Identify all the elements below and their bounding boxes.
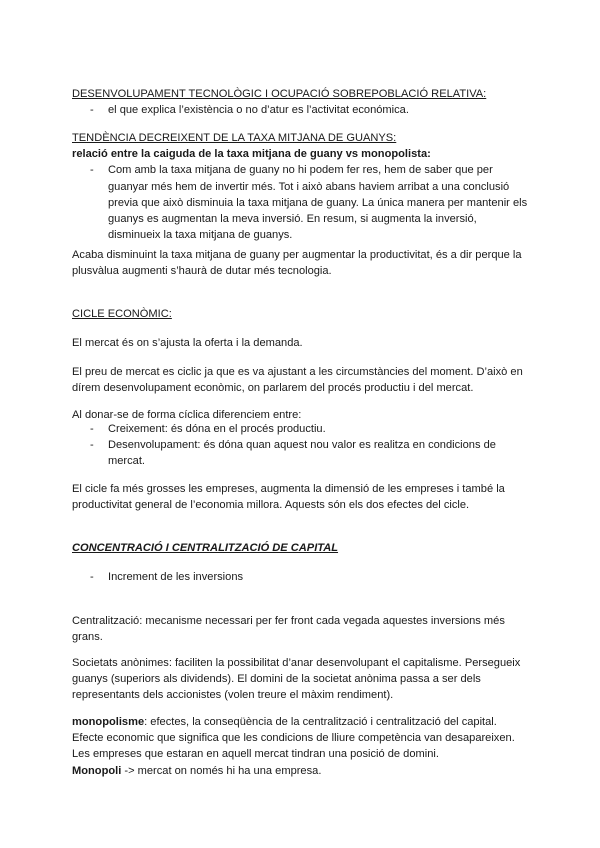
paragraph: Centralització: mecanisme necessari per fer front cada vegada aquestes inversions més grans.	[72, 615, 505, 644]
heading-economic-cycle: CICLE ECONÒMIC:	[72, 308, 172, 320]
monopoly-notes	[72, 714, 532, 779]
bullet-list	[72, 569, 532, 585]
term-definition: : efectes, la conseqüència de la centralització i centralització del capital.	[144, 716, 497, 728]
heading-profit-rate: TENDÈNCIA DECREIXENT DE LA TAXA MITJANA DE GUANYS:	[72, 132, 397, 144]
term-monopolisme: monopolisme	[72, 716, 145, 728]
list-item: - Com amb la taxa mitjana de guany no hi podem fer res, hem de saber que per guanyar més hem de invertir més. Tot i això abans haviem arribat a una conclusió previa que això disminuia la taxa mitjana de guany. La única manera per mantenir els guanys es augmentan la meva inversió. En resum, si augmenta la inversió, disminueix la taxa mitjana de guanys.	[72, 162, 532, 243]
paragraph: Acaba disminuint la taxa mitjana de guany per augmentar la productivitat, és a dir perque la plusvàlua augmenti s’haurà de dutar més tecnologia.	[72, 249, 522, 278]
term-monopoli: Monopoli	[72, 764, 122, 777]
bullet-list	[72, 102, 532, 118]
paragraph: Efecte economic que significa que les condicions de lliure competència van desapareixen.	[72, 732, 515, 745]
subheading-monopolist: relació entre la caiguda de la taxa mitjana de guany vs monopolista:	[72, 148, 431, 161]
bullet-list	[72, 421, 532, 470]
list-item: - Desenvolupament: és dóna quan aquest nou valor es realitza en condicions de mercat.	[72, 437, 532, 469]
list-item: - Creixement: és dóna en el procés productiu.	[72, 421, 532, 437]
heading-tech-development: DESENVOLUPAMENT TECNOLÒGIC I OCUPACIÓ SOBREPOBLACIÓ RELATIVA:	[72, 88, 487, 100]
bullet-list	[72, 162, 532, 243]
section-profit-rate	[72, 130, 532, 243]
section-tech-development	[72, 86, 532, 118]
heading-capital-concentration: CONCENTRACIÓ I CENTRALITZACIÓ DE CAPITAL	[72, 542, 339, 554]
paragraph	[72, 763, 532, 779]
paragraph: El preu de mercat es ciclic ja que es va ajustant a les circumstàncies del moment. D’això en dírem desenvolupament econòmic, on parlarem del procés productiu i del mercat.	[72, 366, 523, 395]
paragraph: Les empreses que estaran en aquell mercat tindran una posició de domini.	[72, 748, 439, 761]
list-item: - Increment de les inversions	[72, 569, 532, 585]
term-definition: -> mercat on només hi ha una empresa.	[121, 764, 322, 777]
paragraph: El mercat és on s’ajusta la oferta i la demanda.	[72, 337, 303, 349]
paragraph: Al donar-se de forma cíclica diferenciem entre:	[72, 409, 302, 421]
paragraph	[72, 714, 532, 730]
list-item: - el que explica l’existència o no d’atur es l’activitat económica.	[72, 102, 532, 118]
paragraph: El cicle fa més grosses les empreses, augmenta la dimensió de les empreses i també la productivitat general de l’economia millora. Aquests són els dos efectes del cicle.	[72, 483, 505, 512]
paragraph: Societats anònimes: faciliten la possibilitat d’anar desenvolupant el capitalisme. Persegueix guanys (superiors als dividends). El domini de la societat anònima passa a ser dels representants dels accionistes (volen treure el màxim rendiment).	[72, 657, 521, 702]
